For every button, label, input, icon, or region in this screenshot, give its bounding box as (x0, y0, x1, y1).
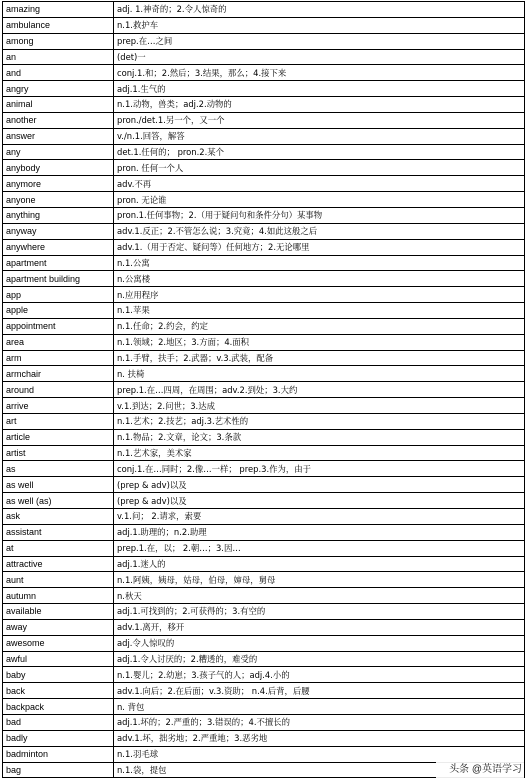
definition-cell: conj.1.和；2.然后；3.结果，那么；4.接下来 (114, 65, 525, 81)
table-row (3, 651, 525, 667)
word-cell: armchair (3, 366, 114, 382)
word-cell: baby (3, 667, 114, 683)
table-row (3, 366, 525, 382)
table-row (3, 699, 525, 715)
definition-cell: n.1.袋，提包 (114, 762, 525, 778)
definition-cell: adj.1.令人讨厌的；2.糟透的，难受的 (114, 651, 525, 667)
definition-cell: (det)一 (114, 49, 525, 65)
table-row (3, 619, 525, 635)
table-row (3, 271, 525, 287)
table-row (3, 176, 525, 192)
word-cell: and (3, 65, 114, 81)
word-cell: among (3, 33, 114, 49)
definition-cell: (prep & adv)以及 (114, 493, 525, 509)
table-row (3, 477, 525, 493)
definition-cell: n.1.阿姨，姨母，姑母，伯母，婶母，舅母 (114, 572, 525, 588)
table-row (3, 429, 525, 445)
vocabulary-sheet (2, 1, 524, 778)
word-cell: an (3, 49, 114, 65)
word-cell: ask (3, 509, 114, 525)
word-cell: anymore (3, 176, 114, 192)
word-cell: ambulance (3, 17, 114, 33)
table-row (3, 445, 525, 461)
definition-cell: adj.1.可找到的；2.可获得的；3.有空的 (114, 604, 525, 620)
word-cell: apartment building (3, 271, 114, 287)
table-row (3, 730, 525, 746)
word-cell: as well (3, 477, 114, 493)
word-cell: anything (3, 207, 114, 223)
word-cell: backpack (3, 699, 114, 715)
definition-cell: n.1.物品；2.文章，论文；3.条款 (114, 429, 525, 445)
definition-cell: adv.1.（用于否定、疑问等）任何地方；2.无论哪里 (114, 239, 525, 255)
word-cell: around (3, 382, 114, 398)
definition-cell: adj.令人惊叹的 (114, 635, 525, 651)
word-cell: aunt (3, 572, 114, 588)
table-row (3, 524, 525, 540)
watermark: 头条 @英语学习 (436, 762, 524, 778)
word-cell: as well (as) (3, 493, 114, 509)
word-cell: anyway (3, 223, 114, 239)
table-row (3, 509, 525, 525)
definition-cell: n.秋天 (114, 588, 525, 604)
definition-cell: v.1.到达；2.问世；3.达成 (114, 398, 525, 414)
table-row (3, 239, 525, 255)
word-cell: article (3, 429, 114, 445)
word-cell: available (3, 604, 114, 620)
word-cell: autumn (3, 588, 114, 604)
table-row (3, 255, 525, 271)
word-cell: back (3, 683, 114, 699)
table-row (3, 287, 525, 303)
table-row (3, 207, 525, 223)
definition-cell: pron. 任何一个人 (114, 160, 525, 176)
table-row (3, 192, 525, 208)
definition-cell: n.应用程序 (114, 287, 525, 303)
word-cell: arrive (3, 398, 114, 414)
table-row (3, 303, 525, 319)
word-cell: awful (3, 651, 114, 667)
table-row (3, 540, 525, 556)
table-row (3, 33, 525, 49)
definition-cell: adv.1.离开，移开 (114, 619, 525, 635)
word-cell: assistant (3, 524, 114, 540)
table-row (3, 635, 525, 651)
table-row (3, 604, 525, 620)
definition-cell: adj.1.助理的；n.2.助理 (114, 524, 525, 540)
word-cell: badminton (3, 746, 114, 762)
table-row (3, 746, 525, 762)
definition-cell: v.1.问； 2.请求，索要 (114, 509, 525, 525)
word-cell: answer (3, 128, 114, 144)
table-row (3, 350, 525, 366)
table-row (3, 556, 525, 572)
table-row (3, 572, 525, 588)
table-row (3, 493, 525, 509)
table-row (3, 112, 525, 128)
word-cell: amazing (3, 2, 114, 18)
definition-cell: n.1.苹果 (114, 303, 525, 319)
definition-cell: prep.1.在，以； 2.朝…；3.因… (114, 540, 525, 556)
definition-cell: n.1.羽毛球 (114, 746, 525, 762)
table-row (3, 398, 525, 414)
table-row (3, 667, 525, 683)
definition-cell: n.1.动物，兽类；adj.2.动物的 (114, 97, 525, 113)
definition-cell: n. 背包 (114, 699, 525, 715)
table-row (3, 318, 525, 334)
word-cell: badly (3, 730, 114, 746)
table-row (3, 683, 525, 699)
table-row (3, 588, 525, 604)
definition-cell: n.1.公寓 (114, 255, 525, 271)
table-row (3, 49, 525, 65)
table-row (3, 714, 525, 730)
definition-cell: n.公寓楼 (114, 271, 525, 287)
word-cell: awesome (3, 635, 114, 651)
definition-cell: n.1.艺术家，美术家 (114, 445, 525, 461)
word-cell: arm (3, 350, 114, 366)
word-cell: at (3, 540, 114, 556)
table-row (3, 17, 525, 33)
word-cell: animal (3, 97, 114, 113)
table-row (3, 160, 525, 176)
definition-cell: prep.在…之间 (114, 33, 525, 49)
word-cell: anyone (3, 192, 114, 208)
table-row (3, 2, 525, 18)
definition-cell: adj.1.坏的；2.严重的；3.错误的；4.不擅长的 (114, 714, 525, 730)
definition-cell: n.1.任命；2.约会，约定 (114, 318, 525, 334)
table-row (3, 413, 525, 429)
word-cell: away (3, 619, 114, 635)
word-cell: bad (3, 714, 114, 730)
definition-cell: adv.1.坏，拙劣地；2.严重地；3.恶劣地 (114, 730, 525, 746)
table-row (3, 65, 525, 81)
definition-cell: n.1.领域；2.地区；3.方面；4.面积 (114, 334, 525, 350)
definition-cell: conj.1.在…同时；2.像…一样； prep.3.作为，由于 (114, 461, 525, 477)
table-row (3, 382, 525, 398)
definition-cell: n.1.艺术；2.技艺；adj.3.艺术性的 (114, 413, 525, 429)
definition-cell: det.1.任何的； pron.2.某个 (114, 144, 525, 160)
word-cell: another (3, 112, 114, 128)
word-cell: artist (3, 445, 114, 461)
definition-cell: n.1.救护车 (114, 17, 525, 33)
table-row (3, 144, 525, 160)
word-cell: attractive (3, 556, 114, 572)
word-cell: as (3, 461, 114, 477)
word-cell: bag (3, 762, 114, 778)
vocabulary-table-body (3, 2, 525, 778)
table-row (3, 128, 525, 144)
vocabulary-table (2, 1, 525, 778)
definition-cell: adj.1.生气的 (114, 81, 525, 97)
table-row (3, 223, 525, 239)
definition-cell: (prep & adv)以及 (114, 477, 525, 493)
table-row (3, 334, 525, 350)
definition-cell: adj.1.迷人的 (114, 556, 525, 572)
definition-cell: pron.1.任何事物；2.（用于疑问句和条件分句）某事物 (114, 207, 525, 223)
table-row (3, 97, 525, 113)
word-cell: apple (3, 303, 114, 319)
definition-cell: pron./det.1.另一个，又一个 (114, 112, 525, 128)
word-cell: area (3, 334, 114, 350)
definition-cell: adv.1.向后；2.在后面；v.3.资助； n.4.后背，后腰 (114, 683, 525, 699)
word-cell: any (3, 144, 114, 160)
definition-cell: pron. 无论谁 (114, 192, 525, 208)
table-row (3, 81, 525, 97)
definition-cell: prep.1.在…四周，在周围；adv.2.到处；3.大约 (114, 382, 525, 398)
word-cell: anywhere (3, 239, 114, 255)
word-cell: anybody (3, 160, 114, 176)
definition-cell: adv.1.反正；2.不管怎么说；3.究竟；4.如此这般之后 (114, 223, 525, 239)
word-cell: apartment (3, 255, 114, 271)
definition-cell: n.1.婴儿；2.幼崽；3.孩子气的人；adj.4.小的 (114, 667, 525, 683)
definition-cell: v./n.1.回答，解答 (114, 128, 525, 144)
definition-cell: n.1.手臂，扶手；2.武器；v.3.武装，配备 (114, 350, 525, 366)
word-cell: appointment (3, 318, 114, 334)
word-cell: angry (3, 81, 114, 97)
table-row (3, 461, 525, 477)
word-cell: app (3, 287, 114, 303)
word-cell: art (3, 413, 114, 429)
definition-cell: n. 扶椅 (114, 366, 525, 382)
definition-cell: adv.不再 (114, 176, 525, 192)
definition-cell: adj. 1.神奇的；2.令人惊奇的 (114, 2, 525, 18)
